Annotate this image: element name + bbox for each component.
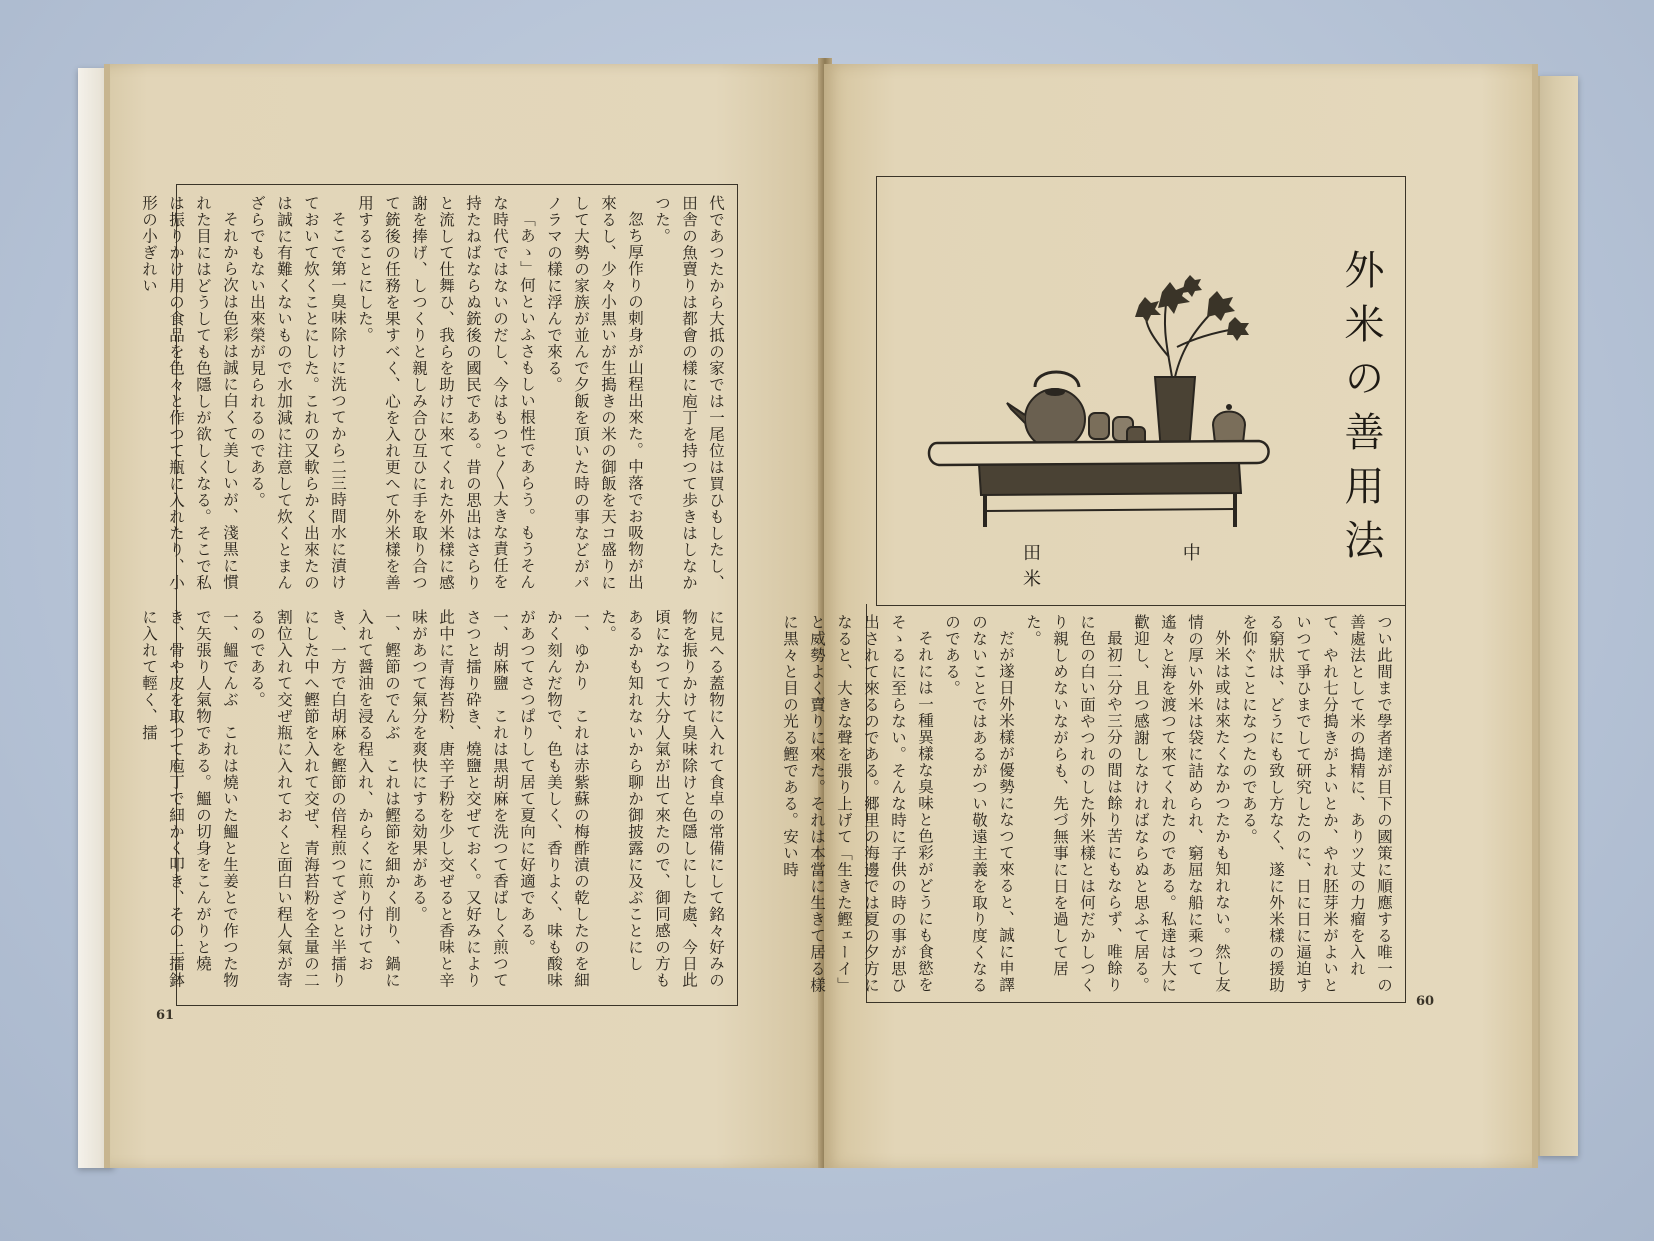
left-page — [104, 64, 824, 1168]
recipe-katsuobushi-denbu: 一、鰹節のでんぶ これは鰹節を細かく削り、鍋に入れて醤油を浸る程入れ、からくに煎り付けておき、一方で白胡麻を鰹節の倍程煎つてざつと半擂りにした中へ鰹節を入れて交ぜ、青海苔粉を全量の二割位入れて交ぜ瓶に入れておくと面白い程人氣が寄るのである。 — [248, 609, 401, 989]
open-book — [78, 58, 1578, 1178]
recipe-gomashio: 一、胡麻鹽 これは黒胡麻を洗つて香ばしく煎つてさつと擂り砕き、燒鹽と交ぜておく。又好みにより此中に青海苔粉、唐辛子粉を少し交ぜると香味と辛味があつて氣分を爽快にする効果がある。 — [410, 609, 509, 989]
left-upper-paragraph-2: 忽ち厚作りの刺身が山程出來た。中落でお吸物が出來るし、少々小黒いが生搗きの米の御飯を天コ盛りにして大勢の家族が並んで夕飯を頂いた時の事などがパノラマの樣に浮んで來る。 — [545, 195, 644, 591]
author-name: 田 中 米 — [1023, 543, 1269, 590]
left-lower-column — [140, 609, 729, 995]
left-lower-paragraph-1: に見へる蓋物に入れて食卓の常備にして銘々好みの物を振りかけて臭味除けと色隱しにした處、今日此頃になつて大分人氣が出て來たので、御同感の方もあるかも知れないから聊か御披露に及ぶことにした。 — [599, 609, 725, 989]
page-number-right: 60 — [1416, 994, 1435, 1009]
right-paragraph-5: それには一種異樣な臭味と色彩がどうにも食慾をそゝるに至らない。そんな時に子供の時の事が思ひ出されて來るのである。郷里の海邊では夏の夕方になると、大きな聲を張り上げて「生きた鰹ェーイ」と威勢よく賣りに來た。それは本當に生きて居る樣に黒々と目の光る鰹である。安い時 — [781, 614, 934, 994]
tea-set-illustration — [917, 237, 1277, 507]
left-upper-paragraph-4: そこで第一臭味除けに洗つてから二三時間水に漬けておいて炊くことにした。これの又軟らかく出來たのは誠に有難くないもので水加減に注意して炊くとまんざらでもない出來榮が見られるのである。 — [248, 195, 347, 591]
title-frame — [876, 176, 1406, 606]
right-paragraph-3: 最初二分や三分の間は餘り苦にもならず、唯餘りに色の白い面やつれのした外米樣とは何だかしつくり親しめないながらも、先づ無事に日を過して居た。 — [1024, 614, 1123, 994]
right-paragraph-4: だが遂日外米樣が優勢になつて來ると、誠に申譯のないことではあるがつい敬遠主義を取り度くなるのである。 — [943, 614, 1015, 994]
right-page-stack — [1538, 76, 1578, 1156]
left-upper-paragraph-1: 代であつたから大抵の家では一尾位は買ひもしたし、田舎の魚賣りは都會の樣に庖丁を持つて歩きはしなかつた。 — [653, 195, 725, 591]
right-paragraph-2: 外米は或は來たくなかつたかも知れない。然し友情の厚い外米は袋に詰められ、窮屈な船に乘つて遙々と海を渡つて來てくれたのである。私達は大に歡迎し、且つ感謝しなければならぬと思ふて居る。 — [1132, 614, 1231, 994]
left-upper-paragraph-3: 「あゝ」何といふさもしい根性であらう。もうそんな時代ではないのだし、今はもつと〳〵大きな責任を持たねばならぬ銃後の國民である。昔の思出はさらりと流して仕舞ひ、我らを助けに來てくれた外米樣に感謝を捧げ、しつくりと親しみ合ひ互ひに手を取り合つて銃後の任務を果すべく、心を入れ更へて外米樣を善用することにした。 — [356, 195, 536, 591]
left-text-frame — [140, 184, 738, 1006]
right-text-frame — [781, 604, 1406, 1003]
left-upper-paragraph-5: それから次は色彩は誠に白くて美しいが、淺黒に慣れた目にはどうしても色隱しが欲しくなる。そこで私は振りかけ用の食品を色々と作つて瓶に入れたり、小形の小ぎれい — [140, 195, 239, 591]
left-upper-column — [140, 195, 729, 591]
right-paragraph-1: つい此間まで學者達が目下の國策に順應する唯一の善處法として米の搗精に、ありツ丈の力瘤を入れて、やれ七分搗きがよいとか、やれ胚芽米がよいといつて爭ひまでして研究したのに、日に日に逼迫する窮狀は、どうにも致し方なく、遂に外米樣の援助を仰ぐことになつたのである。 — [1240, 614, 1393, 994]
left-page-stack-edge — [104, 64, 110, 1168]
page-number-left: 61 — [156, 1008, 175, 1023]
recipe-iwashi-denbu: 一、鰮でんぶ これは燒いた鰮と生姜とで作つた物で矢張り人氣物である。鰮の切身をこんがりと燒き、骨や皮を取つて庖丁で細かく叩き、その上擂鉢に入れて輕く、擂 — [140, 609, 239, 989]
right-page-stack-edge — [1532, 64, 1538, 1168]
right-body-column — [781, 614, 1397, 994]
right-page — [781, 64, 1538, 1168]
article-title: 外米の善用法 — [1338, 249, 1384, 573]
recipe-yukari: 一、ゆかり これは赤紫蘇の梅酢漬の乾したのを細かく刻んだ物で、色も美しく、香りよく、味も酸味があつてさつぱりして居て夏向に好適である。 — [518, 609, 590, 989]
